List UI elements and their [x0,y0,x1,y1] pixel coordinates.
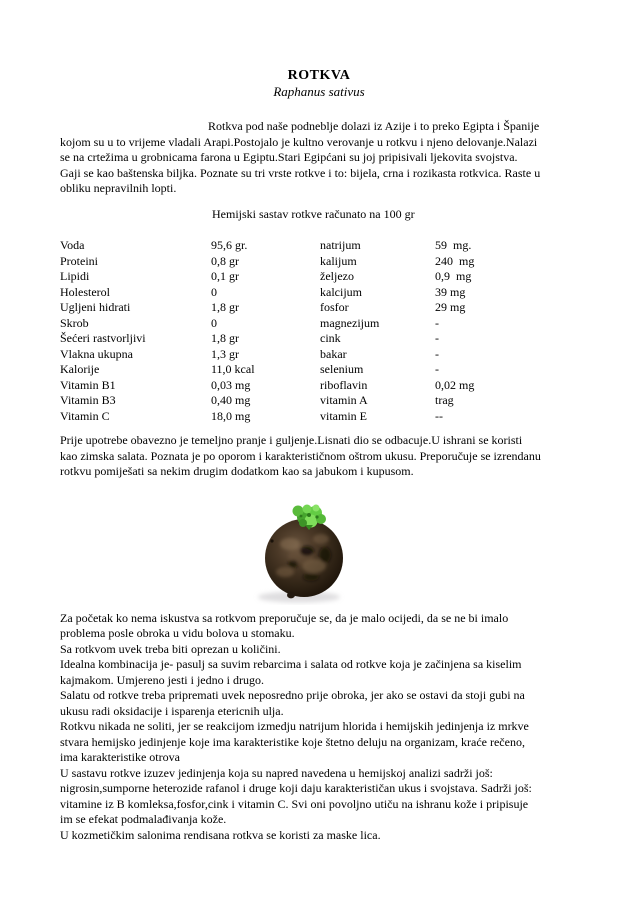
composition-table-heading: Hemijski sastav rotkve računato na 100 gr [212,206,415,221]
intro-paragraph [60,119,578,197]
notes-paragraph [60,611,578,844]
text-line: U sastavu rotkve izuzev jedinjenja koja su napred navedena u hemijskoj analizi sadrži još: [60,765,493,780]
table-row [60,300,578,316]
text-line: Za početak ko nema iskustva sa rotkvom preporučuje se, da je malo ocijedi, da se ne bi imalo [60,610,509,625]
radish-root-nub [287,591,295,598]
table-cell: Proteini [60,253,98,268]
table-cell: magnezijum [320,315,380,330]
table-cell: 18,0 mg [211,408,251,423]
text-line: Sa rotkvom uvek treba biti oprezan u količini. [60,641,281,656]
text-line: se na crtežima u grobnicama farona u Egiptu.Stari Egipćani su joj pripisivali ljekovita svojstva. [60,150,518,164]
composition-table [60,238,578,424]
table-row [60,285,578,301]
table-cell: kalijum [320,253,357,268]
table-row [60,393,578,409]
table-cell: - [435,362,439,376]
table-cell: trag [435,393,454,407]
table-cell: Lipidi [60,269,90,283]
table-row [60,269,578,285]
table-cell: cink [320,331,341,345]
text-line: stvara hemijsko jedinjenje koje ima karakteristike koje štetno deluju na organizam, kraće rečeno, [60,734,525,749]
text-line: Gaji se kao baštenska biljka. Poznate su tri vrste rotkve i to: bijela, crna i rozikasta rotkvica. Raste u [60,165,541,180]
table-row [60,331,578,347]
table-row [60,409,578,425]
table-cell: -- [435,408,443,423]
table-cell: 29 mg [435,300,466,314]
table-cell: Vitamin C [60,408,110,423]
table-cell: Holesterol [60,284,110,299]
table-row [60,316,578,332]
table-row [60,362,578,378]
page-title: ROTKVA [287,68,351,83]
text-line: Rotkvu nikada ne soliti, jer se reakcijom izmedju natrijum hlorida i hemijskih jedinjenja iz mrkve [60,719,529,733]
radish-speck [270,539,273,542]
table-cell: 1,3 gr [211,346,239,361]
table-row [60,378,578,394]
table-cell: Vitamin B3 [60,393,116,407]
text-line: rotkvu pomiješati sa nekim drugim dodatkom kao sa jabukom i kupusom. [60,464,414,478]
table-cell: 0,02 mg [435,377,475,392]
table-cell: Ugljeni hidrati [60,300,131,314]
table-cell: riboflavin [320,377,368,392]
table-cell: vitamin A [320,393,368,407]
text-line: U kozmetičkim salonima rendisana rotkva se koristi za maske lica. [60,827,381,842]
table-cell: 240 mg [435,253,475,268]
table-cell: 0 [211,284,217,299]
table-cell: selenium [320,362,364,376]
table-cell: kalcijum [320,284,362,299]
table-cell: - [435,346,439,361]
table-row [60,254,578,270]
text-line: kajmakom. Umjereno jesti i jedno i drugo. [60,672,264,687]
table-cell: Vlakna ukupna [60,346,133,361]
table-cell: 1,8 gr [211,331,239,345]
table-row [60,238,578,254]
text-line: ima karakteristike otrova [60,750,180,764]
table-cell: 59 mg. [435,238,472,252]
radish-figure [245,503,395,605]
table-cell: 0 [211,315,217,330]
table-cell: 0,40 mg [211,393,251,407]
table-cell: natrijum [320,238,361,252]
table-cell: - [435,315,439,330]
text-line: Rotkva pod naše podneblje dolazi iz Azije i to preko Egipta i Španije [208,119,540,133]
text-line: im se efekat podmalađivanja kože. [60,812,227,826]
table-cell: Skrob [60,315,89,330]
text-line: problema posle obroka u vidu bolova u stomaku. [60,626,295,640]
table-cell: 0,1 gr [211,269,239,283]
table-cell: 1,8 gr [211,300,239,314]
page-subtitle: Raphanus sativus [273,84,365,99]
table-cell: 0,9 mg [435,269,472,283]
text-line: kao zimska salata. Poznata je po oporom i karakterističnom oštrom ukusu. Preporučuje se izrendanu [60,448,541,463]
table-cell: bakar [320,346,347,361]
table-cell: 11,0 kcal [211,362,255,376]
usage-paragraph [60,433,578,480]
text-line: obliku nepravilnih lopti. [60,181,177,195]
table-cell: vitamin E [320,408,367,423]
text-line: vitamine iz B komleksa,fosfor,cink i vitamin C. Svi oni povoljno utiču na ishranu kože i pripisuje [60,796,529,811]
table-cell: željezo [320,269,354,283]
text-line: Salatu od rotkve treba pripremati uvek neposredno prije obroka, jer ako se ostavi da stoji gubi na [60,688,525,702]
table-cell: Vitamin B1 [60,377,116,392]
text-line: Prije upotrebe obavezno je temeljno pranje i guljenje.Lisnati dio se odbacuje.U ishrani se koristi [60,433,523,447]
table-cell: 0,8 gr [211,253,239,268]
table-cell: Šećeri rastvorljivi [60,331,146,345]
text-line: Idealna kombinacija je- pasulj sa suvim rebarcima i salata od rotkve koja je začinjena sa kiselim [60,657,522,671]
black-radish-image [245,503,395,605]
table-cell: Voda [60,238,85,252]
text-line: nigrosin,sumporne heterozide rafanol i druge koji daju karakterističan ukus i svojstava. Sadrži još: [60,781,532,795]
text-line: ukusu radi oksidacije i isparenja etericnih ulja. [60,703,284,718]
table-cell: 39 mg [435,284,466,299]
table-row [60,347,578,363]
table-cell: - [435,331,439,345]
table-cell: Kalorije [60,362,100,376]
table-cell: 95,6 gr. [211,238,248,252]
table-cell: fosfor [320,300,349,314]
table-cell: 0,03 mg [211,377,251,392]
text-line: kojom su u to vrijeme vladali Arapi.Postojalo je kultno verovanje u rotkvu i njeno delovanje.Nalazi [60,134,538,149]
